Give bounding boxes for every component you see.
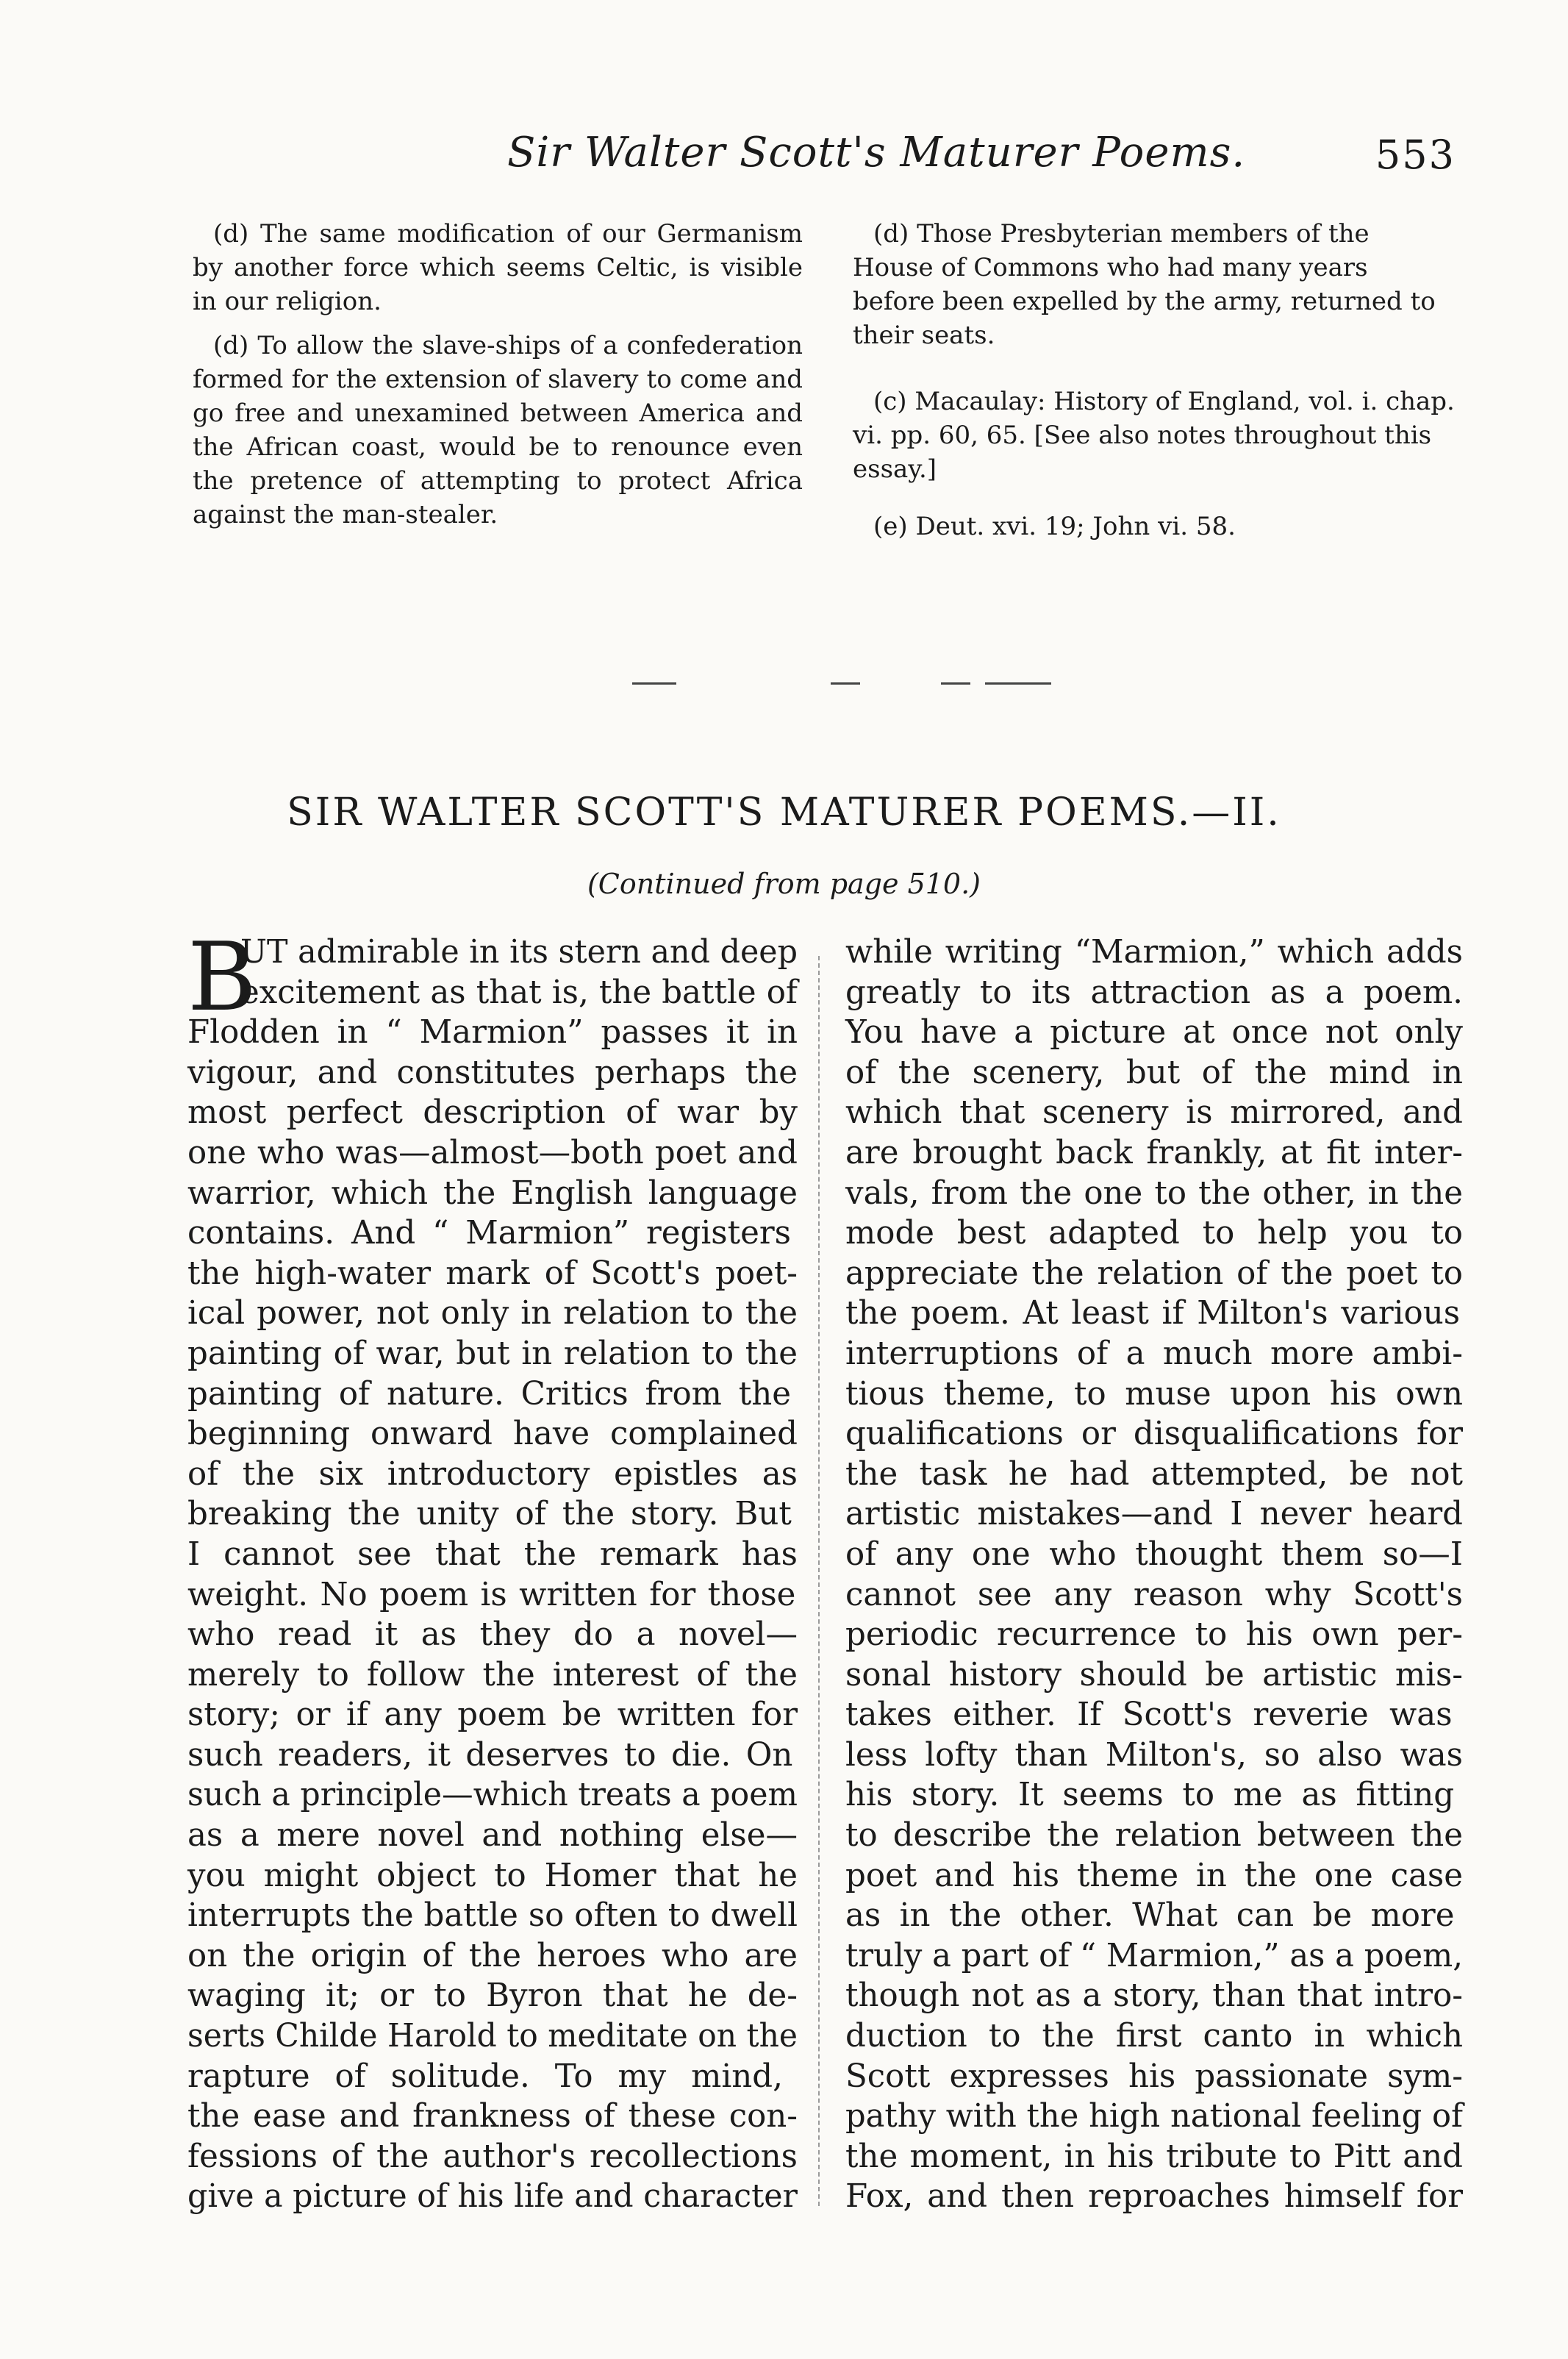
text-line: rapture of solitude. To my mind,: [187, 2058, 783, 2095]
text-line: of the six introductory epistles as: [187, 1455, 798, 1493]
text-line: poet and his theme in the one case: [845, 1857, 1463, 1894]
drop-cap: B: [187, 923, 257, 1032]
text-line: periodic recurrence to his own per-: [845, 1616, 1463, 1654]
text-line: while writing “Marmion,” which adds: [845, 934, 1463, 971]
section-separator: [632, 682, 1051, 687]
text-line: to describe the relation between the: [845, 1817, 1463, 1855]
text-line: of the scenery, but of the mind in: [845, 1054, 1463, 1091]
text-line: one who was—almost—both poet and: [187, 1134, 798, 1171]
footnote: (d) The same modification of our Germanism by another force which seems Celtic, is visible in our religion.: [193, 219, 803, 316]
page-header: [176, 129, 1456, 195]
text-line: on the origin of the heroes who are: [187, 1937, 798, 1974]
text-line: merely to follow the interest of the: [187, 1656, 798, 1694]
text-line: artistic mistakes—and I never heard: [845, 1496, 1463, 1533]
footnote: (c) Macaulay: History of England, vol. i. chap. vi. pp. 60, 65. [See also notes throughout this essay.]: [853, 387, 1455, 484]
article-column-right: [845, 932, 1463, 2217]
text-line: give a picture of his life and character: [187, 2178, 798, 2216]
text-line: cannot see any reason why Scott's: [845, 1576, 1463, 1613]
text-line: painting of war, but in relation to the: [187, 1335, 798, 1372]
text-line: interrupts the battle so often to dwell: [187, 1897, 798, 1935]
footnotes-right: [853, 217, 1456, 567]
text-line: I cannot see that the remark has: [187, 1535, 798, 1573]
text-line: the ease and frankness of these con-: [187, 2098, 798, 2135]
text-line: who read it as they do a novel—: [187, 1616, 798, 1654]
text-line: contains. And “ Marmion” registers: [187, 1215, 791, 1252]
text-line: which that scenery is mirrored, and: [845, 1094, 1463, 1132]
text-line: You have a picture at once not only: [845, 1014, 1463, 1052]
continued-note: (Continued from page 510.): [587, 868, 981, 900]
page-number: 553: [1375, 132, 1456, 178]
text-line: truly a part of “ Marmion,” as a poem,: [845, 1937, 1463, 1974]
section-title: SIR WALTER SCOTT'S MATURER POEMS.—II.: [287, 791, 1281, 835]
text-line: such a principle—which treats a poem: [187, 1777, 798, 1814]
footnote: (e) Deut. xvi. 19; John vi. 58.: [873, 512, 1236, 541]
text-line: most perfect description of war by: [187, 1094, 798, 1132]
text-line: his story. It seems to me as fitting: [845, 1777, 1455, 1814]
text-line: ical power, not only in relation to the: [187, 1295, 798, 1332]
text-line: waging it; or to Byron that he de-: [187, 1977, 798, 2015]
footnote: (d) To allow the slave-ships of a confederation formed for the extension of slavery to come and go free and unexamined between America and the African coast, would be to renounce even the pretence of attempting to protect Africa against the man-stealer.: [193, 331, 803, 529]
text-line: sonal history should be artistic mis-: [845, 1656, 1463, 1694]
text-line: the task he had attempted, be not: [845, 1455, 1463, 1493]
column-divider: [818, 956, 821, 2206]
running-title: Sir Walter Scott's Maturer Poems.: [507, 129, 1246, 176]
text-line: Fox, and then reproaches himself for: [845, 2178, 1463, 2216]
text-line: as a mere novel and nothing else—: [187, 1817, 798, 1855]
text-line: Scott expresses his passionate sym-: [845, 2058, 1463, 2095]
text-line: weight. No poem is written for those: [187, 1576, 796, 1613]
text-line: greatly to its attraction as a poem.: [845, 974, 1463, 1011]
text-line: pathy with the high national feeling of: [845, 2098, 1463, 2135]
text-line: appreciate the relation of the poet to: [845, 1255, 1463, 1292]
text-line: excitement as that is, the battle of: [240, 974, 798, 1011]
text-line: you might object to Homer that he: [187, 1857, 798, 1894]
text-line: less lofty than Milton's, so also was: [845, 1736, 1463, 1774]
text-line: Flodden in “ Marmion” passes it in: [187, 1014, 798, 1052]
text-line: are brought back frankly, at fit inter-: [845, 1134, 1463, 1171]
text-line: the moment, in his tribute to Pitt and: [845, 2138, 1463, 2175]
text-line: qualifications or disqualifications for: [845, 1416, 1463, 1453]
text-line: as in the other. What can be more: [845, 1897, 1455, 1935]
text-line: beginning onward have complained: [187, 1416, 798, 1453]
text-line: UT admirable in its stern and deep: [240, 934, 798, 971]
text-line: warrior, which the English language: [187, 1174, 798, 1212]
text-line: takes either. If Scott's reverie was: [845, 1696, 1453, 1734]
text-line: fessions of the author's recollections: [187, 2138, 798, 2175]
text-line: breaking the unity of the story. But: [187, 1496, 792, 1533]
article-column-left: [187, 923, 798, 2217]
footnotes-left: [193, 217, 803, 542]
footnote: (d) Those Presbyterian members of the House of Commons who had many years before been expelled by the army, returned to their seats.: [853, 219, 1436, 350]
text-line: story; or if any poem be written for: [187, 1696, 798, 1734]
text-line: painting of nature. Critics from the: [187, 1375, 791, 1413]
text-line: the poem. At least if Milton's various: [845, 1295, 1461, 1332]
text-line: duction to the first canto in which: [845, 2018, 1463, 2055]
text-line: interruptions of a much more ambi-: [845, 1335, 1463, 1372]
text-line: vigour, and constitutes perhaps the: [187, 1054, 798, 1091]
text-line: vals, from the one to the other, in the: [845, 1174, 1463, 1212]
text-line: such readers, it deserves to die. On: [187, 1736, 793, 1774]
text-line: serts Childe Harold to meditate on the: [187, 2018, 798, 2055]
text-line: tious theme, to muse upon his own: [845, 1375, 1463, 1413]
text-line: the high-water mark of Scott's poet-: [187, 1255, 798, 1292]
text-line: mode best adapted to help you to: [845, 1215, 1463, 1252]
text-line: of any one who thought them so—I: [845, 1535, 1463, 1573]
text-line: though not as a story, than that intro-: [845, 1977, 1463, 2015]
